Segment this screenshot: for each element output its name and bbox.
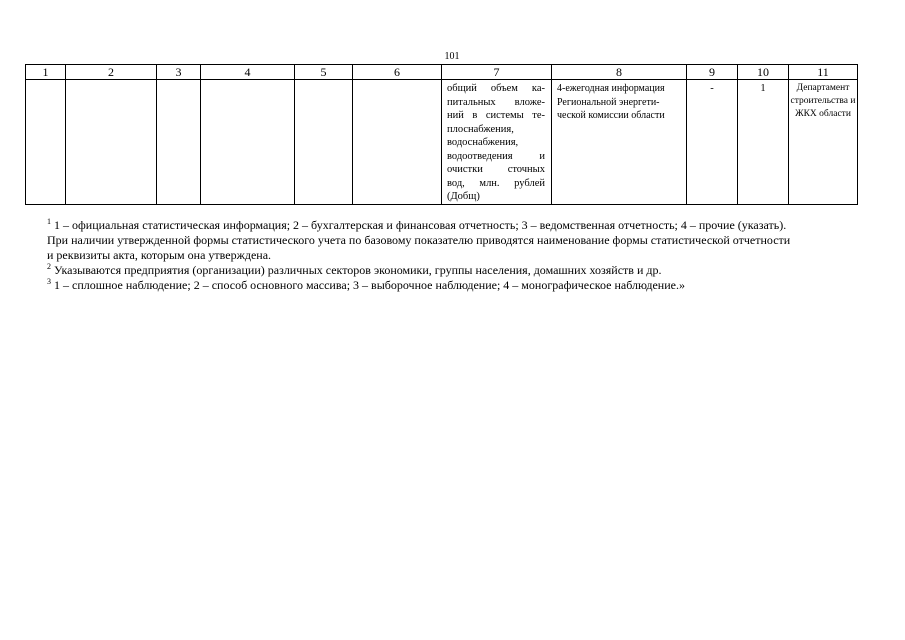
footnote-3 xyxy=(47,278,867,293)
footnote-mark: 3 xyxy=(47,277,51,286)
cell-col-6 xyxy=(353,80,442,205)
header-col-9: 9 xyxy=(687,65,738,80)
cell-indicator-name xyxy=(442,80,552,205)
indicator-line: водоснабжения, xyxy=(447,137,519,148)
footnote-text: Указываются предприятия (организации) различных секторов экономики, группы населения, домашних хозяйств и др. xyxy=(51,263,662,277)
source-line: ческой комиссии области xyxy=(557,110,665,121)
responsible-line: строительства и xyxy=(790,96,856,106)
header-col-1: 1 xyxy=(26,65,66,80)
page-number: 101 xyxy=(444,51,460,62)
cell-col-9: - xyxy=(687,80,738,205)
cell-col-3 xyxy=(157,80,201,205)
indicator-line: очистки сточных xyxy=(447,164,545,175)
cell-col-4 xyxy=(201,80,295,205)
indicator-line: ний в системы те- xyxy=(447,110,545,121)
footnotes xyxy=(47,218,867,293)
footnote-1 xyxy=(47,218,867,233)
header-col-7: 7 xyxy=(442,65,552,80)
cell-information-source xyxy=(552,80,687,205)
footnote-1-continuation: и реквизиты акта, которым она утверждена. xyxy=(47,248,272,262)
footnote-text: 1 – сплошное наблюдение; 2 – способ основного массива; 3 – выборочное наблюдение; 4 – монографическое наблюдение.» xyxy=(51,278,685,292)
source-line: 4-ежегодная информация xyxy=(557,83,665,94)
responsible-line: Департамент xyxy=(796,83,850,93)
header-col-2: 2 xyxy=(66,65,157,80)
source-line: Региональной энергети- xyxy=(557,96,660,108)
cell-col-1 xyxy=(26,80,66,205)
header-col-3: 3 xyxy=(157,65,201,80)
header-col-10: 10 xyxy=(738,65,789,80)
cell-col-2 xyxy=(66,80,157,205)
footnote-1-continuation: При наличии утвержденной формы статистического учета по базовому показателю приводятся наименование формы статистической отчетности xyxy=(47,233,791,247)
responsible-line: ЖКХ области xyxy=(795,109,851,119)
indicator-line: общий объем ка- xyxy=(447,83,545,94)
cell-col-10: 1 xyxy=(738,80,789,205)
indicator-line: вод, млн. рублей xyxy=(447,177,545,189)
footnote-text: 1 – официальная статистическая информация; 2 – бухгалтерская и финансовая отчетность; 3 – ведомственная отчетность; 4 – прочие (указать). xyxy=(51,218,787,232)
indicator-line: плоснабжения, xyxy=(447,123,514,135)
footnote-mark: 2 xyxy=(47,262,51,271)
header-col-6: 6 xyxy=(353,65,442,80)
table-header-row xyxy=(26,65,858,80)
header-col-4: 4 xyxy=(201,65,295,80)
indicator-line: (Добщ) xyxy=(447,191,480,202)
footnote-mark: 1 xyxy=(47,217,51,226)
table-row xyxy=(26,80,858,205)
indicator-line: водоотведения и xyxy=(447,150,545,162)
header-col-11: 11 xyxy=(789,65,858,80)
header-col-5: 5 xyxy=(295,65,353,80)
indicator-table xyxy=(25,64,858,205)
cell-col-5 xyxy=(295,80,353,205)
header-col-8: 8 xyxy=(552,65,687,80)
indicator-line: питальных вложе- xyxy=(447,96,545,108)
cell-responsible-body xyxy=(789,80,858,205)
footnote-2 xyxy=(47,263,867,278)
